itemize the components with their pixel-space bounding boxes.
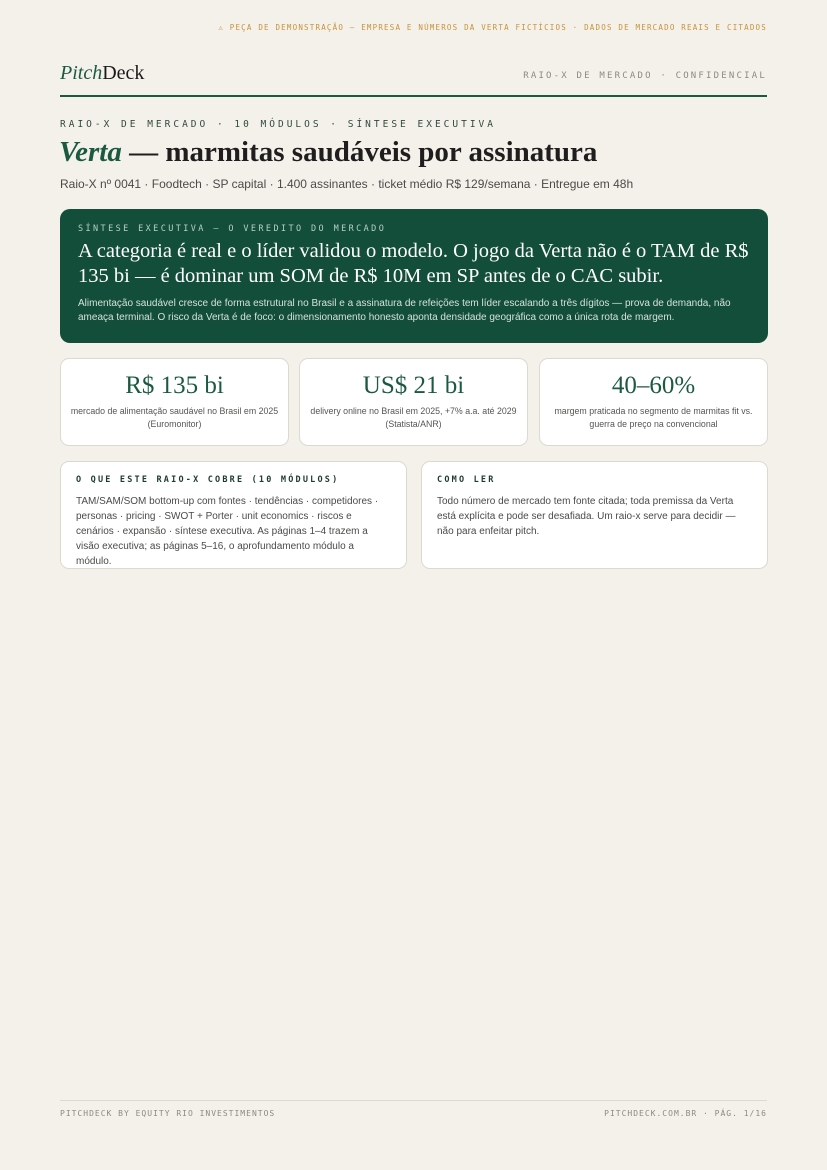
verdict-headline: A categoria é real e o líder validou o modelo. O jogo da Verta não é o TAM de R$ 135 bi — é dominar um SOM de R$ 10M em SP antes de o CAC subir.	[78, 240, 749, 287]
footer-publisher: PITCHDECK BY EQUITY RIO INVESTIMENTOS	[60, 1109, 276, 1118]
page-footer	[60, 1100, 767, 1118]
page-header	[60, 62, 767, 97]
demo-disclaimer-banner: ⚠ PEÇA DE DEMONSTRAÇÃO — EMPRESA E NÚMEROS DA VERTA FICTÍCIOS · DADOS DE MERCADO REAIS E CITADOS	[218, 23, 767, 32]
stat-caption: margem praticada no segmento de marmitas fit vs. guerra de preço na convencional	[554, 406, 753, 429]
stat-card	[299, 358, 528, 446]
stat-card	[539, 358, 768, 446]
stat-caption: delivery online no Brasil em 2025, +7% a.a. até 2029 (Statista/ANR)	[310, 406, 517, 429]
coverage-title: O QUE ESTE RAIO-X COBRE (10 MÓDULOS)	[76, 475, 340, 485]
logo-italic-part: Pitch	[60, 62, 103, 84]
stat-card	[60, 358, 289, 446]
how-to-read-body: Todo número de mercado tem fonte citada; toda premissa da Verta está explícita e pode ser desafiada. Um raio-x serve para decidir — não para enfeitar pitch.	[437, 496, 736, 537]
footer-page-number: PITCHDECK.COM.BR · PÁG. 1/16	[604, 1109, 767, 1118]
key-stats	[60, 358, 768, 446]
coverage-body: TAM/SAM/SOM bottom-up com fontes · tendências · competidores · personas · pricing · SWOT + Porter · unit economics · riscos e cenários · expansão · síntese executiva. As páginas 1–4 trazem a visão executiva; as páginas 5–16, o aprofundamento módulo a módulo.	[76, 496, 379, 567]
coverage-card	[60, 461, 407, 569]
stat-value: US$ 21 bi	[362, 372, 465, 399]
stat-value: R$ 135 bi	[125, 372, 224, 399]
how-to-read-card	[421, 461, 768, 569]
pitchdeck-logo	[60, 62, 144, 85]
report-subtitle: Raio-X nº 0041 · Foodtech · SP capital · 1.400 assinantes · ticket médio R$ 129/semana · Entregue em 48h	[60, 177, 634, 191]
title-brand: Verta	[59, 136, 122, 168]
executive-verdict-card	[60, 209, 768, 343]
stat-caption: mercado de alimentação saudável no Brasil em 2025 (Euromonitor)	[70, 406, 279, 429]
header-confidential-label: RAIO-X DE MERCADO · CONFIDENCIAL	[523, 71, 767, 81]
page-title	[59, 136, 597, 169]
report-kicker: RAIO-X DE MERCADO · 10 MÓDULOS · SÍNTESE EXECUTIVA	[60, 119, 496, 130]
stat-value: 40–60%	[611, 372, 696, 399]
verdict-body: Alimentação saudável cresce de forma estrutural no Brasil e a assinatura de refeições tem líder escalando a três dígitos — prova de demanda, não ameaça terminal. O risco da Verta é de foco: o dimensionamento honesto aponta densidade geográfica como a única rota de margem.	[78, 298, 731, 323]
how-to-read-title: COMO LER	[437, 475, 496, 485]
logo-regular-part: Deck	[102, 62, 145, 84]
verdict-label: SÍNTESE EXECUTIVA — O VEREDITO DO MERCADO	[78, 224, 387, 234]
title-rest: — marmitas saudáveis por assinatura	[121, 136, 598, 168]
